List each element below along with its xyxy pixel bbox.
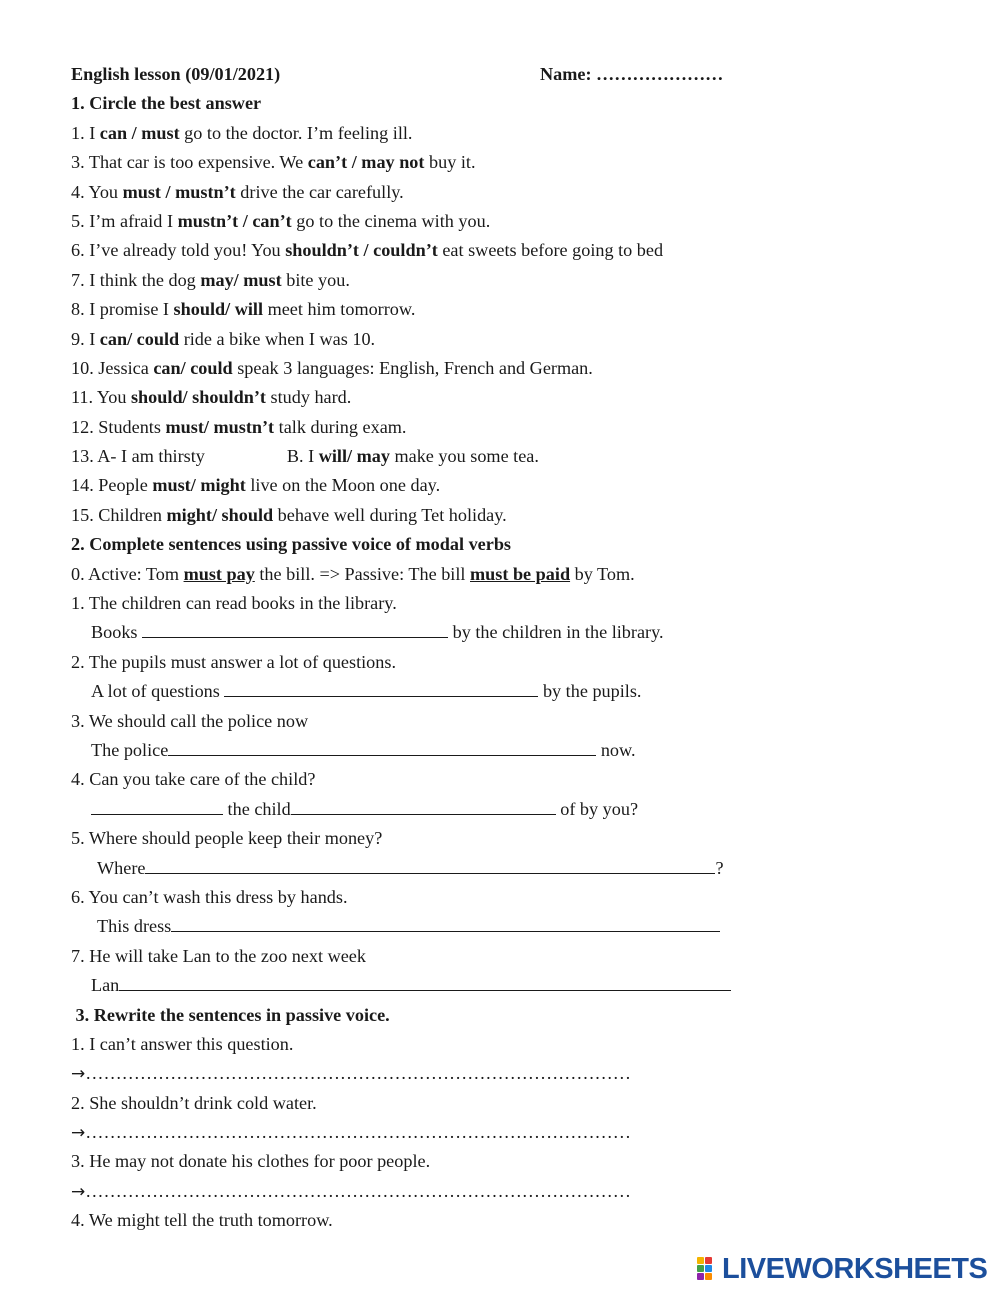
s2-q7: 7. He will take Lan to the zoo next week <box>71 945 366 966</box>
s1-item-8: 8. I promise I should/ will meet him tomorrow. <box>71 299 416 320</box>
s2-q2: 2. The pupils must answer a lot of questions. <box>71 651 396 672</box>
answer-blank[interactable] <box>119 972 731 991</box>
s2-a3: The police now. <box>71 736 971 765</box>
s2-a7: Lan <box>71 971 971 1000</box>
answer-options[interactable]: should/ will <box>173 299 264 320</box>
section1-heading: 1. Circle the best answer <box>71 93 262 114</box>
arrow-icon: → <box>71 1064 86 1085</box>
s1-item-9: 9. I can/ could ride a bike when I was 10. <box>71 328 376 349</box>
answer-options[interactable]: shouldn’t / couldn’t <box>285 240 438 261</box>
liveworksheets-logo <box>697 1252 987 1286</box>
section2-heading: 2. Complete sentences using passive voice of modal verbs <box>71 534 512 555</box>
s1-item-12: 12. Students must/ mustn’t talk during exam. <box>71 416 407 437</box>
s1-item-13: 13. A- I am thirsty B. I will/ may make you some tea. <box>71 446 539 467</box>
s3-a3[interactable]: →……………………………………………………………………………… <box>71 1180 631 1202</box>
answer-options[interactable]: will/ may <box>318 446 390 467</box>
brand-text: LIVEWORKSHEETS <box>722 1252 988 1285</box>
arrow-icon: → <box>71 1123 86 1144</box>
answer-blank[interactable] <box>291 796 556 815</box>
s3-q3: 3. He may not donate his clothes for poor people. <box>71 1151 431 1172</box>
s2-a2: A lot of questions by the pupils. <box>71 677 971 706</box>
answer-options[interactable]: may/ must <box>200 269 282 290</box>
s1-item-15: 15. Children might/ should behave well during Tet holiday. <box>71 504 507 525</box>
s2-a1: Books by the children in the library. <box>71 618 971 647</box>
s3-q1: 1. I can’t answer this question. <box>71 1033 294 1054</box>
arrow-icon: → <box>71 1181 86 1202</box>
answer-blank[interactable] <box>171 913 720 932</box>
s2-a5: Where ? <box>71 854 971 883</box>
s3-q4: 4. We might tell the truth tomorrow. <box>71 1210 333 1231</box>
s2-example: 0. Active: Tom must pay the bill. => Passive: The bill must be paid by Tom. <box>71 563 635 584</box>
answer-options[interactable]: can/ could <box>153 357 233 378</box>
lesson-title: English lesson (09/01/2021) <box>71 64 281 84</box>
s1-item-6: 6. I’ve already told you! You shouldn’t / couldn’t eat sweets before going to bed <box>71 240 664 261</box>
s1-item-14: 14. People must/ might live on the Moon one day. <box>71 475 441 496</box>
s1-item-5: 5. I’m afraid I mustn’t / can’t go to the cinema with you. <box>71 210 491 231</box>
answer-blank[interactable] <box>145 855 715 874</box>
answer-options[interactable]: should/ shouldn’t <box>130 387 266 408</box>
answer-options[interactable]: can’t / may not <box>307 152 425 173</box>
s1-item-3: 3. That car is too expensive. We can’t / may not buy it. <box>71 152 476 173</box>
s1-item-1: 1. I can / must go to the doctor. I’m feeling ill. <box>71 122 413 143</box>
answer-blank[interactable] <box>142 619 448 638</box>
s3-q2: 2. She shouldn’t drink cold water. <box>71 1092 317 1113</box>
header <box>71 60 971 89</box>
answer-options[interactable]: mustn’t / can’t <box>177 210 292 231</box>
section3-heading: 3. Rewrite the sentences in passive voice. <box>71 1004 390 1025</box>
s3-a1[interactable]: →……………………………………………………………………………… <box>71 1063 631 1085</box>
name-label: Name: ………………… <box>540 64 724 84</box>
answer-options[interactable]: can/ could <box>99 328 180 349</box>
s1-item-10: 10. Jessica can/ could speak 3 languages: English, French and German. <box>71 357 593 378</box>
s1-item-4: 4. You must / mustn’t drive the car carefully. <box>71 181 404 202</box>
s2-q5: 5. Where should people keep their money? <box>71 828 383 849</box>
s3-a2[interactable]: →……………………………………………………………………………… <box>71 1122 631 1144</box>
s2-q1: 1. The children can read books in the library. <box>71 593 397 614</box>
s2-q6: 6. You can’t wash this dress by hands. <box>71 886 348 907</box>
s1-item-7: 7. I think the dog may/ must bite you. <box>71 269 350 290</box>
answer-blank[interactable] <box>91 796 223 815</box>
answer-options[interactable]: must/ mustn’t <box>165 416 275 437</box>
answer-options[interactable]: must / mustn’t <box>122 181 236 202</box>
s2-q3: 3. We should call the police now <box>71 710 309 731</box>
s2-a4: the child of by you? <box>71 795 971 824</box>
answer-options[interactable]: must/ might <box>152 475 246 496</box>
section1-list <box>71 119 971 530</box>
s2-a6: This dress <box>71 912 971 941</box>
s1-item-11: 11. You should/ shouldn’t study hard. <box>71 387 352 408</box>
answer-blank[interactable] <box>168 737 596 756</box>
answer-options[interactable]: might/ should <box>166 504 274 525</box>
answer-options[interactable]: can / must <box>99 122 180 143</box>
s2-q4: 4. Can you take care of the child? <box>71 769 316 790</box>
logo-blocks-icon <box>697 1257 719 1281</box>
worksheet <box>71 60 971 1236</box>
answer-blank[interactable] <box>224 678 538 697</box>
